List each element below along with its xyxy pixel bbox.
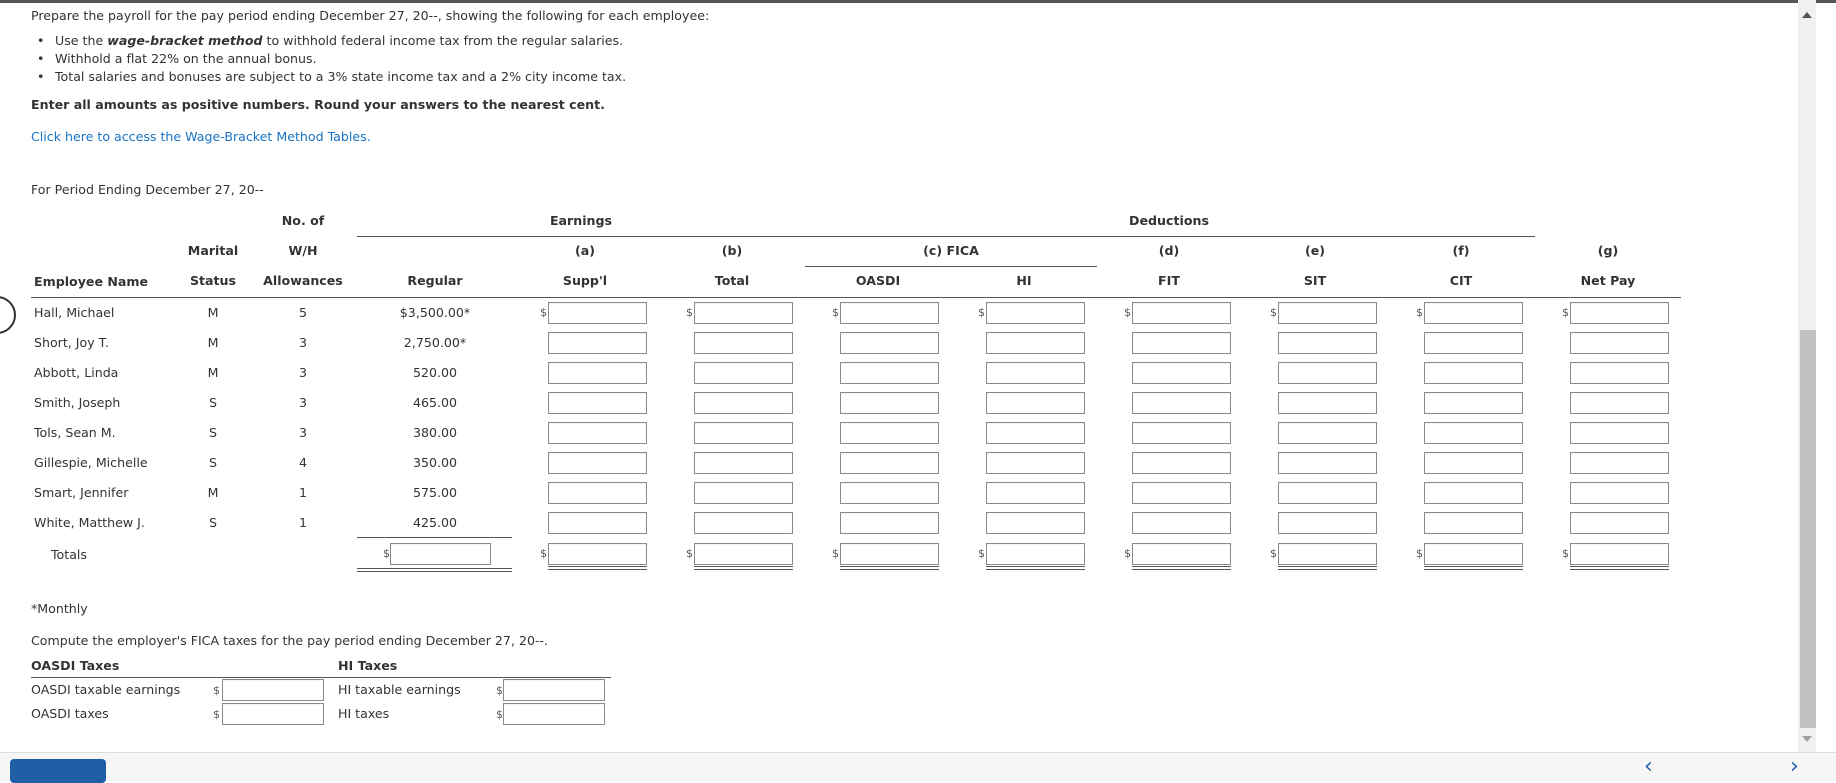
dollar-sign: $: [1416, 547, 1423, 560]
header-cit: CIT: [1449, 273, 1473, 288]
rounding-note: Enter all amounts as positive numbers. Round your answers to the nearest cent.: [31, 97, 605, 112]
bullet1-pre: Use the: [55, 33, 108, 48]
employer-prompt: Compute the employer's FICA taxes for the pay period ending December 27, 20--.: [31, 633, 549, 648]
hi-input[interactable]: [986, 392, 1085, 414]
header-status: Status: [189, 273, 237, 288]
total-input[interactable]: [694, 302, 793, 324]
header-a: (a): [574, 243, 595, 258]
sit-input[interactable]: [1278, 422, 1377, 444]
regular-total-double-rule-1: [357, 568, 512, 569]
sit-input[interactable]: [1278, 332, 1377, 354]
employee-regular: 380.00: [412, 425, 458, 440]
employee-status: M: [207, 305, 219, 320]
header-deductions: Deductions: [1129, 213, 1209, 228]
hi-taxable-label: HI taxable earnings: [338, 682, 461, 697]
clipped-circle-marker: [0, 296, 16, 334]
suppl-input[interactable]: [548, 362, 647, 384]
total-input[interactable]: [694, 332, 793, 354]
dollar-sign: $: [832, 306, 839, 319]
hi-taxes-input[interactable]: [503, 703, 605, 725]
total-total-input[interactable]: [694, 543, 793, 565]
employee-name: White, Matthew J.: [34, 515, 145, 530]
header-marital: Marital: [187, 243, 239, 258]
employee-status: M: [207, 485, 219, 500]
dollar-sign: $: [1562, 306, 1569, 319]
employee-name: Tols, Sean M.: [34, 425, 116, 440]
net-pay-input[interactable]: [1570, 452, 1669, 474]
hi-input[interactable]: [986, 302, 1085, 324]
dollar-sign: $: [213, 684, 220, 697]
sit-input[interactable]: [1278, 482, 1377, 504]
employee-allowances: 3: [298, 425, 307, 440]
oasdi-total-input[interactable]: [840, 543, 939, 565]
employee-name: Abbott, Linda: [34, 365, 119, 380]
bottom-navigation-bar: [0, 752, 1836, 781]
regular-subtotal-rule: [357, 537, 512, 538]
header-employee-name: Employee Name: [34, 274, 149, 289]
oasdi-total-double-rule: [840, 566, 939, 567]
employee-allowances: 1: [298, 515, 307, 530]
header-rule-earnings-deductions: [357, 236, 1535, 237]
employee-regular: $3,500.00*: [399, 305, 471, 320]
header-fit: FIT: [1158, 273, 1180, 288]
cit-input[interactable]: [1424, 392, 1523, 414]
employee-allowances: 1: [298, 485, 307, 500]
hi-input[interactable]: [986, 482, 1085, 504]
header-f: (f): [1452, 243, 1470, 258]
period-label: For Period Ending December 27, 20--: [31, 182, 264, 197]
total-input[interactable]: [694, 452, 793, 474]
net-pay-input[interactable]: [1570, 512, 1669, 534]
next-page-icon[interactable]: ›: [1790, 754, 1799, 779]
header-c-fica: (c) FICA: [923, 243, 979, 258]
hi-input[interactable]: [986, 512, 1085, 534]
prev-page-icon[interactable]: ‹: [1644, 754, 1653, 779]
employee-allowances: 3: [298, 365, 307, 380]
vertical-scrollbar-thumb[interactable]: [1800, 330, 1816, 728]
wage-bracket-link[interactable]: Click here to access the Wage-Bracket Method Tables.: [31, 129, 371, 144]
total-input[interactable]: [694, 422, 793, 444]
dollar-sign: $: [1124, 547, 1131, 560]
fit-input[interactable]: [1132, 422, 1231, 444]
bullet-wage-bracket: [31, 32, 626, 50]
hi-input[interactable]: [986, 362, 1085, 384]
dollar-sign: $: [540, 547, 547, 560]
oasdi-input[interactable]: [840, 392, 939, 414]
suppl-input[interactable]: [548, 392, 647, 414]
hi-input[interactable]: [986, 332, 1085, 354]
employee-status: M: [207, 335, 219, 350]
cit-total-double-rule: [1424, 566, 1523, 567]
header-total: Total: [714, 273, 750, 288]
employee-regular: 425.00: [412, 515, 458, 530]
employee-allowances: 3: [298, 395, 307, 410]
header-earnings: Earnings: [549, 213, 613, 228]
hi-input[interactable]: [986, 452, 1085, 474]
header-bottom-rule: [31, 297, 1681, 298]
header-rule-fica: [805, 266, 1097, 267]
scroll-down-arrow-icon[interactable]: [1802, 736, 1812, 742]
oasdi-taxable-earnings-input[interactable]: [222, 679, 324, 701]
regular-total-double-rule-2: [357, 571, 512, 572]
scroll-up-arrow-icon[interactable]: [1802, 12, 1812, 18]
oasdi-input[interactable]: [840, 452, 939, 474]
net-pay-input[interactable]: [1570, 302, 1669, 324]
total-input[interactable]: [694, 482, 793, 504]
header-no-of: No. of: [281, 213, 325, 228]
total-total-double-rule: [694, 566, 793, 567]
sit-input[interactable]: [1278, 362, 1377, 384]
cit-input[interactable]: [1424, 452, 1523, 474]
hi-input[interactable]: [986, 422, 1085, 444]
employee-name: Short, Joy T.: [34, 335, 109, 350]
fit-total-double-rule: [1132, 569, 1231, 570]
header-suppl: Supp'l: [562, 273, 608, 288]
net-pay-input[interactable]: [1570, 332, 1669, 354]
net-pay-total-input[interactable]: [1570, 543, 1669, 565]
employee-status: S: [209, 425, 217, 440]
regular-total-input[interactable]: [390, 543, 491, 565]
fit-input[interactable]: [1132, 512, 1231, 534]
hi-total-double-rule: [986, 566, 1085, 567]
dollar-sign: $: [1562, 547, 1569, 560]
cit-input[interactable]: [1424, 302, 1523, 324]
net-pay-input[interactable]: [1570, 362, 1669, 384]
header-e: (e): [1304, 243, 1326, 258]
fit-input[interactable]: [1132, 332, 1231, 354]
employee-name: Gillespie, Michelle: [34, 455, 148, 470]
employee-status: S: [209, 395, 217, 410]
dollar-sign: $: [496, 708, 503, 721]
dollar-sign: $: [832, 547, 839, 560]
employee-name: Smith, Joseph: [34, 395, 121, 410]
net-pay-total-double-rule: [1570, 569, 1669, 570]
employee-regular: 2,750.00*: [403, 335, 467, 350]
dollar-sign: $: [496, 684, 503, 697]
header-net-pay: Net Pay: [1580, 273, 1636, 288]
header-d: (d): [1158, 243, 1180, 258]
instructions-bullets: [31, 32, 626, 86]
suppl-input[interactable]: [548, 512, 647, 534]
suppl-total-input[interactable]: [548, 543, 647, 565]
bullet-bonus: • Withhold a flat 22% on the annual bonus.: [31, 50, 626, 68]
dollar-sign: $: [978, 306, 985, 319]
bullet-state-city: • Total salaries and bonuses are subject to a 3% state income tax and a 2% city income tax.: [31, 68, 626, 86]
top-border: [0, 0, 1836, 3]
header-sit: SIT: [1303, 273, 1327, 288]
oasdi-taxes-input[interactable]: [222, 703, 324, 725]
footnote-monthly: *Monthly: [31, 601, 88, 616]
suppl-input[interactable]: [548, 452, 647, 474]
suppl-total-double-rule: [548, 569, 647, 570]
suppl-total-double-rule: [548, 566, 647, 567]
employee-name: Hall, Michael: [34, 305, 115, 320]
oasdi-total-double-rule: [840, 569, 939, 570]
sit-input[interactable]: [1278, 512, 1377, 534]
employee-status: M: [207, 365, 219, 380]
net-pay-input[interactable]: [1570, 422, 1669, 444]
dollar-sign: $: [1124, 306, 1131, 319]
dollar-sign: $: [213, 708, 220, 721]
header-b: (b): [721, 243, 743, 258]
cit-total-input[interactable]: [1424, 543, 1523, 565]
total-input[interactable]: [694, 512, 793, 534]
hi-taxes-label: HI taxes: [338, 706, 390, 721]
fit-input[interactable]: [1132, 302, 1231, 324]
sit-input[interactable]: [1278, 392, 1377, 414]
oasdi-input[interactable]: [840, 422, 939, 444]
dollar-sign: $: [686, 306, 693, 319]
dollar-sign: $: [1270, 547, 1277, 560]
hi-total-input[interactable]: [986, 543, 1085, 565]
oasdi-input[interactable]: [840, 332, 939, 354]
oasdi-input[interactable]: [840, 482, 939, 504]
sit-input[interactable]: [1278, 452, 1377, 474]
employee-allowances: 4: [298, 455, 307, 470]
dollar-sign: $: [1416, 306, 1423, 319]
employee-regular: 350.00: [412, 455, 458, 470]
header-hi: HI: [1016, 273, 1032, 288]
employee-name: Smart, Jennifer: [34, 485, 129, 500]
header-g: (g): [1597, 243, 1619, 258]
oasdi-input[interactable]: [840, 362, 939, 384]
cit-input[interactable]: [1424, 362, 1523, 384]
hi-total-double-rule: [986, 569, 1085, 570]
oasdi-taxes-header: OASDI Taxes: [31, 658, 120, 673]
hi-taxes-header: HI Taxes: [338, 658, 398, 673]
dollar-sign: $: [383, 547, 390, 560]
instructions-intro: Prepare the payroll for the pay period ending December 27, 20--, showing the following for each employee:: [31, 8, 710, 23]
net-pay-input[interactable]: [1570, 482, 1669, 504]
suppl-input[interactable]: [548, 332, 647, 354]
fit-total-double-rule: [1132, 566, 1231, 567]
sit-total-double-rule: [1278, 566, 1377, 567]
fit-input[interactable]: [1132, 392, 1231, 414]
suppl-input[interactable]: [548, 482, 647, 504]
header-allowances: Allowances: [263, 273, 343, 288]
oasdi-input[interactable]: [840, 302, 939, 324]
fit-input[interactable]: [1132, 362, 1231, 384]
oasdi-taxable-label: OASDI taxable earnings: [31, 682, 181, 697]
dollar-sign: $: [1270, 306, 1277, 319]
dollar-sign: $: [686, 547, 693, 560]
employee-regular: 465.00: [412, 395, 458, 410]
sit-input[interactable]: [1278, 302, 1377, 324]
header-wh: W/H: [288, 243, 318, 258]
net-pay-input[interactable]: [1570, 392, 1669, 414]
sit-total-double-rule: [1278, 569, 1377, 570]
dollar-sign: $: [978, 547, 985, 560]
total-total-double-rule: [694, 569, 793, 570]
suppl-input[interactable]: [548, 422, 647, 444]
employer-header-rule: [31, 677, 611, 678]
totals-label: Totals: [51, 547, 87, 562]
cit-input[interactable]: [1424, 512, 1523, 534]
employee-allowances: 5: [298, 305, 307, 320]
header-oasdi: OASDI: [855, 273, 901, 288]
fit-input[interactable]: [1132, 482, 1231, 504]
employee-status: S: [209, 455, 217, 470]
net-pay-total-double-rule: [1570, 566, 1669, 567]
employee-regular: 575.00: [412, 485, 458, 500]
dollar-sign: $: [540, 306, 547, 319]
fit-total-input[interactable]: [1132, 543, 1231, 565]
header-regular: Regular: [407, 273, 463, 288]
suppl-input[interactable]: [548, 302, 647, 324]
bottom-action-button[interactable]: [10, 759, 106, 783]
hi-taxable-earnings-input[interactable]: [503, 679, 605, 701]
cit-total-double-rule: [1424, 569, 1523, 570]
total-input[interactable]: [694, 392, 793, 414]
bullet1-post: to withhold federal income tax from the regular salaries.: [262, 33, 624, 48]
cit-input[interactable]: [1424, 422, 1523, 444]
cit-input[interactable]: [1424, 332, 1523, 354]
total-input[interactable]: [694, 362, 793, 384]
employee-status: S: [209, 515, 217, 530]
fit-input[interactable]: [1132, 452, 1231, 474]
employee-regular: 520.00: [412, 365, 458, 380]
oasdi-input[interactable]: [840, 512, 939, 534]
employee-allowances: 3: [298, 335, 307, 350]
bullet1-emphasis: wage-bracket method: [107, 33, 263, 48]
cit-input[interactable]: [1424, 482, 1523, 504]
oasdi-taxes-label: OASDI taxes: [31, 706, 109, 721]
sit-total-input[interactable]: [1278, 543, 1377, 565]
